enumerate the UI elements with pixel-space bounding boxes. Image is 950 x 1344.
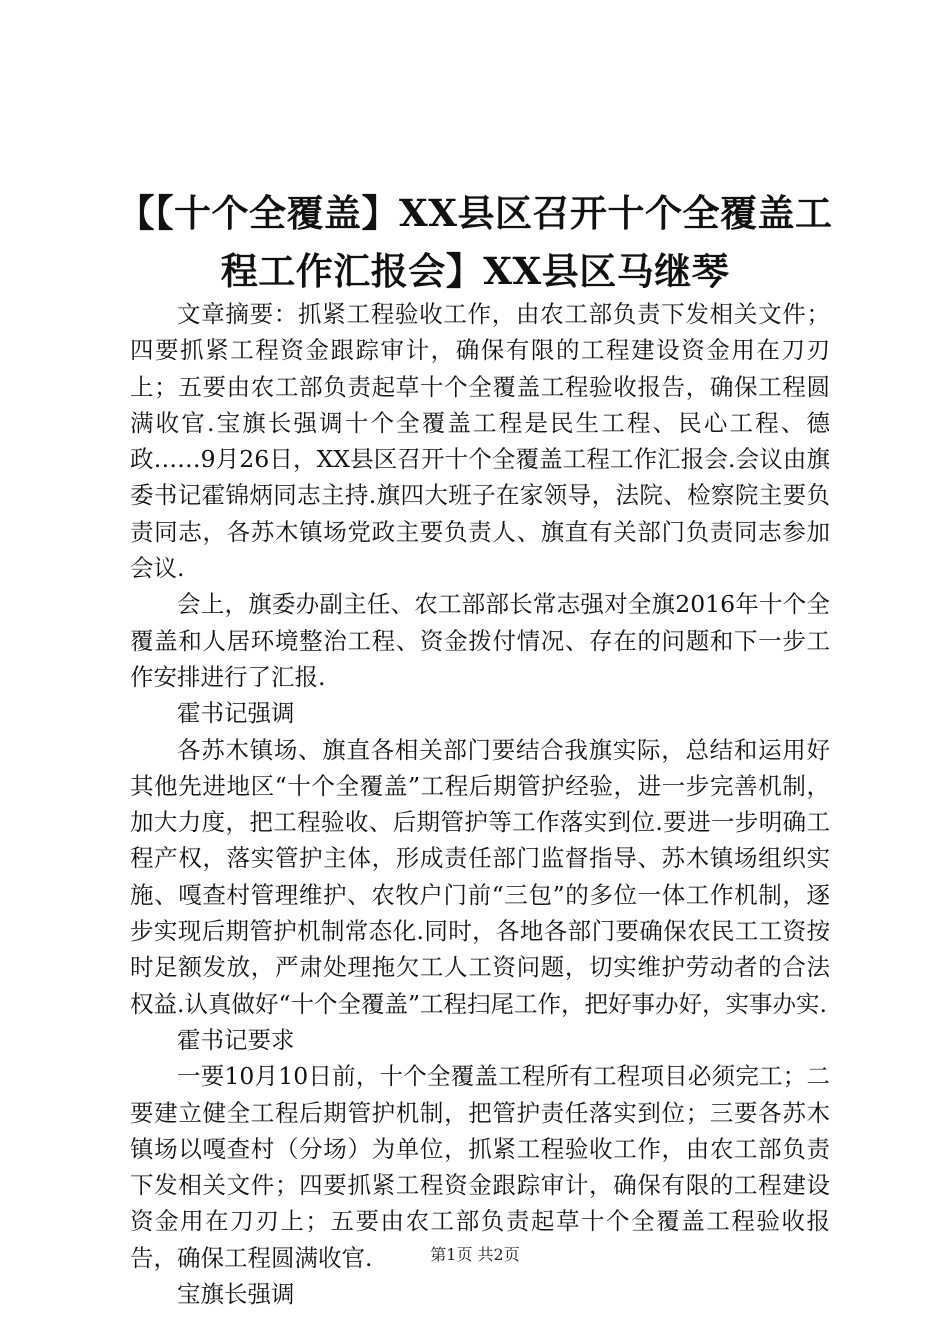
section-heading-huo-emphasis: 霍书记强调 — [177, 699, 295, 728]
paragraph-summary: 文章摘要：抓紧工程验收工作，由农工部负责下发相关文件；四要抓紧工程资金跟踪审计，确保有限的工程建设资金用在刀刃上；五要由农工部负责起草十个全覆盖工程验收报告，确保工程圆满收官.宝旗长强调十个全覆盖工程是民生工程、民心工程、德政……9月26日，XX县区召开十个全覆盖工程工作汇报会.会议由旗委书记霍锦炳同志主持.旗四大班子在家领导，法院、检察院主要负责同志，各苏木镇场党政主要负责人、旗直有关部门负责同志参加会议. — [130, 300, 830, 583]
document-body — [130, 296, 830, 1312]
section-heading-huo-requirements: 霍书记要求 — [177, 1025, 295, 1054]
paragraph-huo-requirements: 一要10月10日前，十个全覆盖工程所有工程项目必须完工；二要建立健全工程后期管护机制，把管护责任落实到位；三要各苏木镇场以嘎查村（分场）为单位，抓紧工程验收工作，由农工部负责下发相关文件；四要抓紧工程资金跟踪审计，确保有限的工程建设资金用在刀刃上；五要由农工部负责起草十个全覆盖工程验收报告，确保工程圆满收官. — [130, 1062, 830, 1272]
page-number-footer: 第1页 共2页 — [430, 1245, 520, 1264]
document-title: 【【十个全覆盖】XX县区召开十个全覆盖工程工作汇报会】XX县区马继琴 — [117, 191, 833, 293]
paragraph-report: 会上，旗委办副主任、农工部部长常志强对全旗2016年十个全覆盖和人居环境整治工程、资金拨付情况、存在的问题和下一步工作安排进行了汇报. — [130, 590, 830, 691]
section-heading-bao-emphasis: 宝旗长强调 — [177, 1280, 295, 1309]
paragraph-huo-emphasis: 各苏木镇场、旗直各相关部门要结合我旗实际，总结和运用好其他先进地区“十个全覆盖”工程后期管护经验，进一步完善机制，加大力度，把工程验收、后期管护等工作落实到位.要进一步明确工程产权，落实管护主体，形成责任部门监督指导、苏木镇场组织实施、嘎查村管理维护、农牧户门前“三包”的多位一体工作机制，逐步实现后期管护机制常态化.同时，各地各部门要确保农民工工资按时足额发放，严肃处理拖欠工人工资问题，切实维护劳动者的合法权益.认真做好“十个全覆盖”工程扫尾工作，把好事办好，实事办实. — [130, 735, 830, 1018]
